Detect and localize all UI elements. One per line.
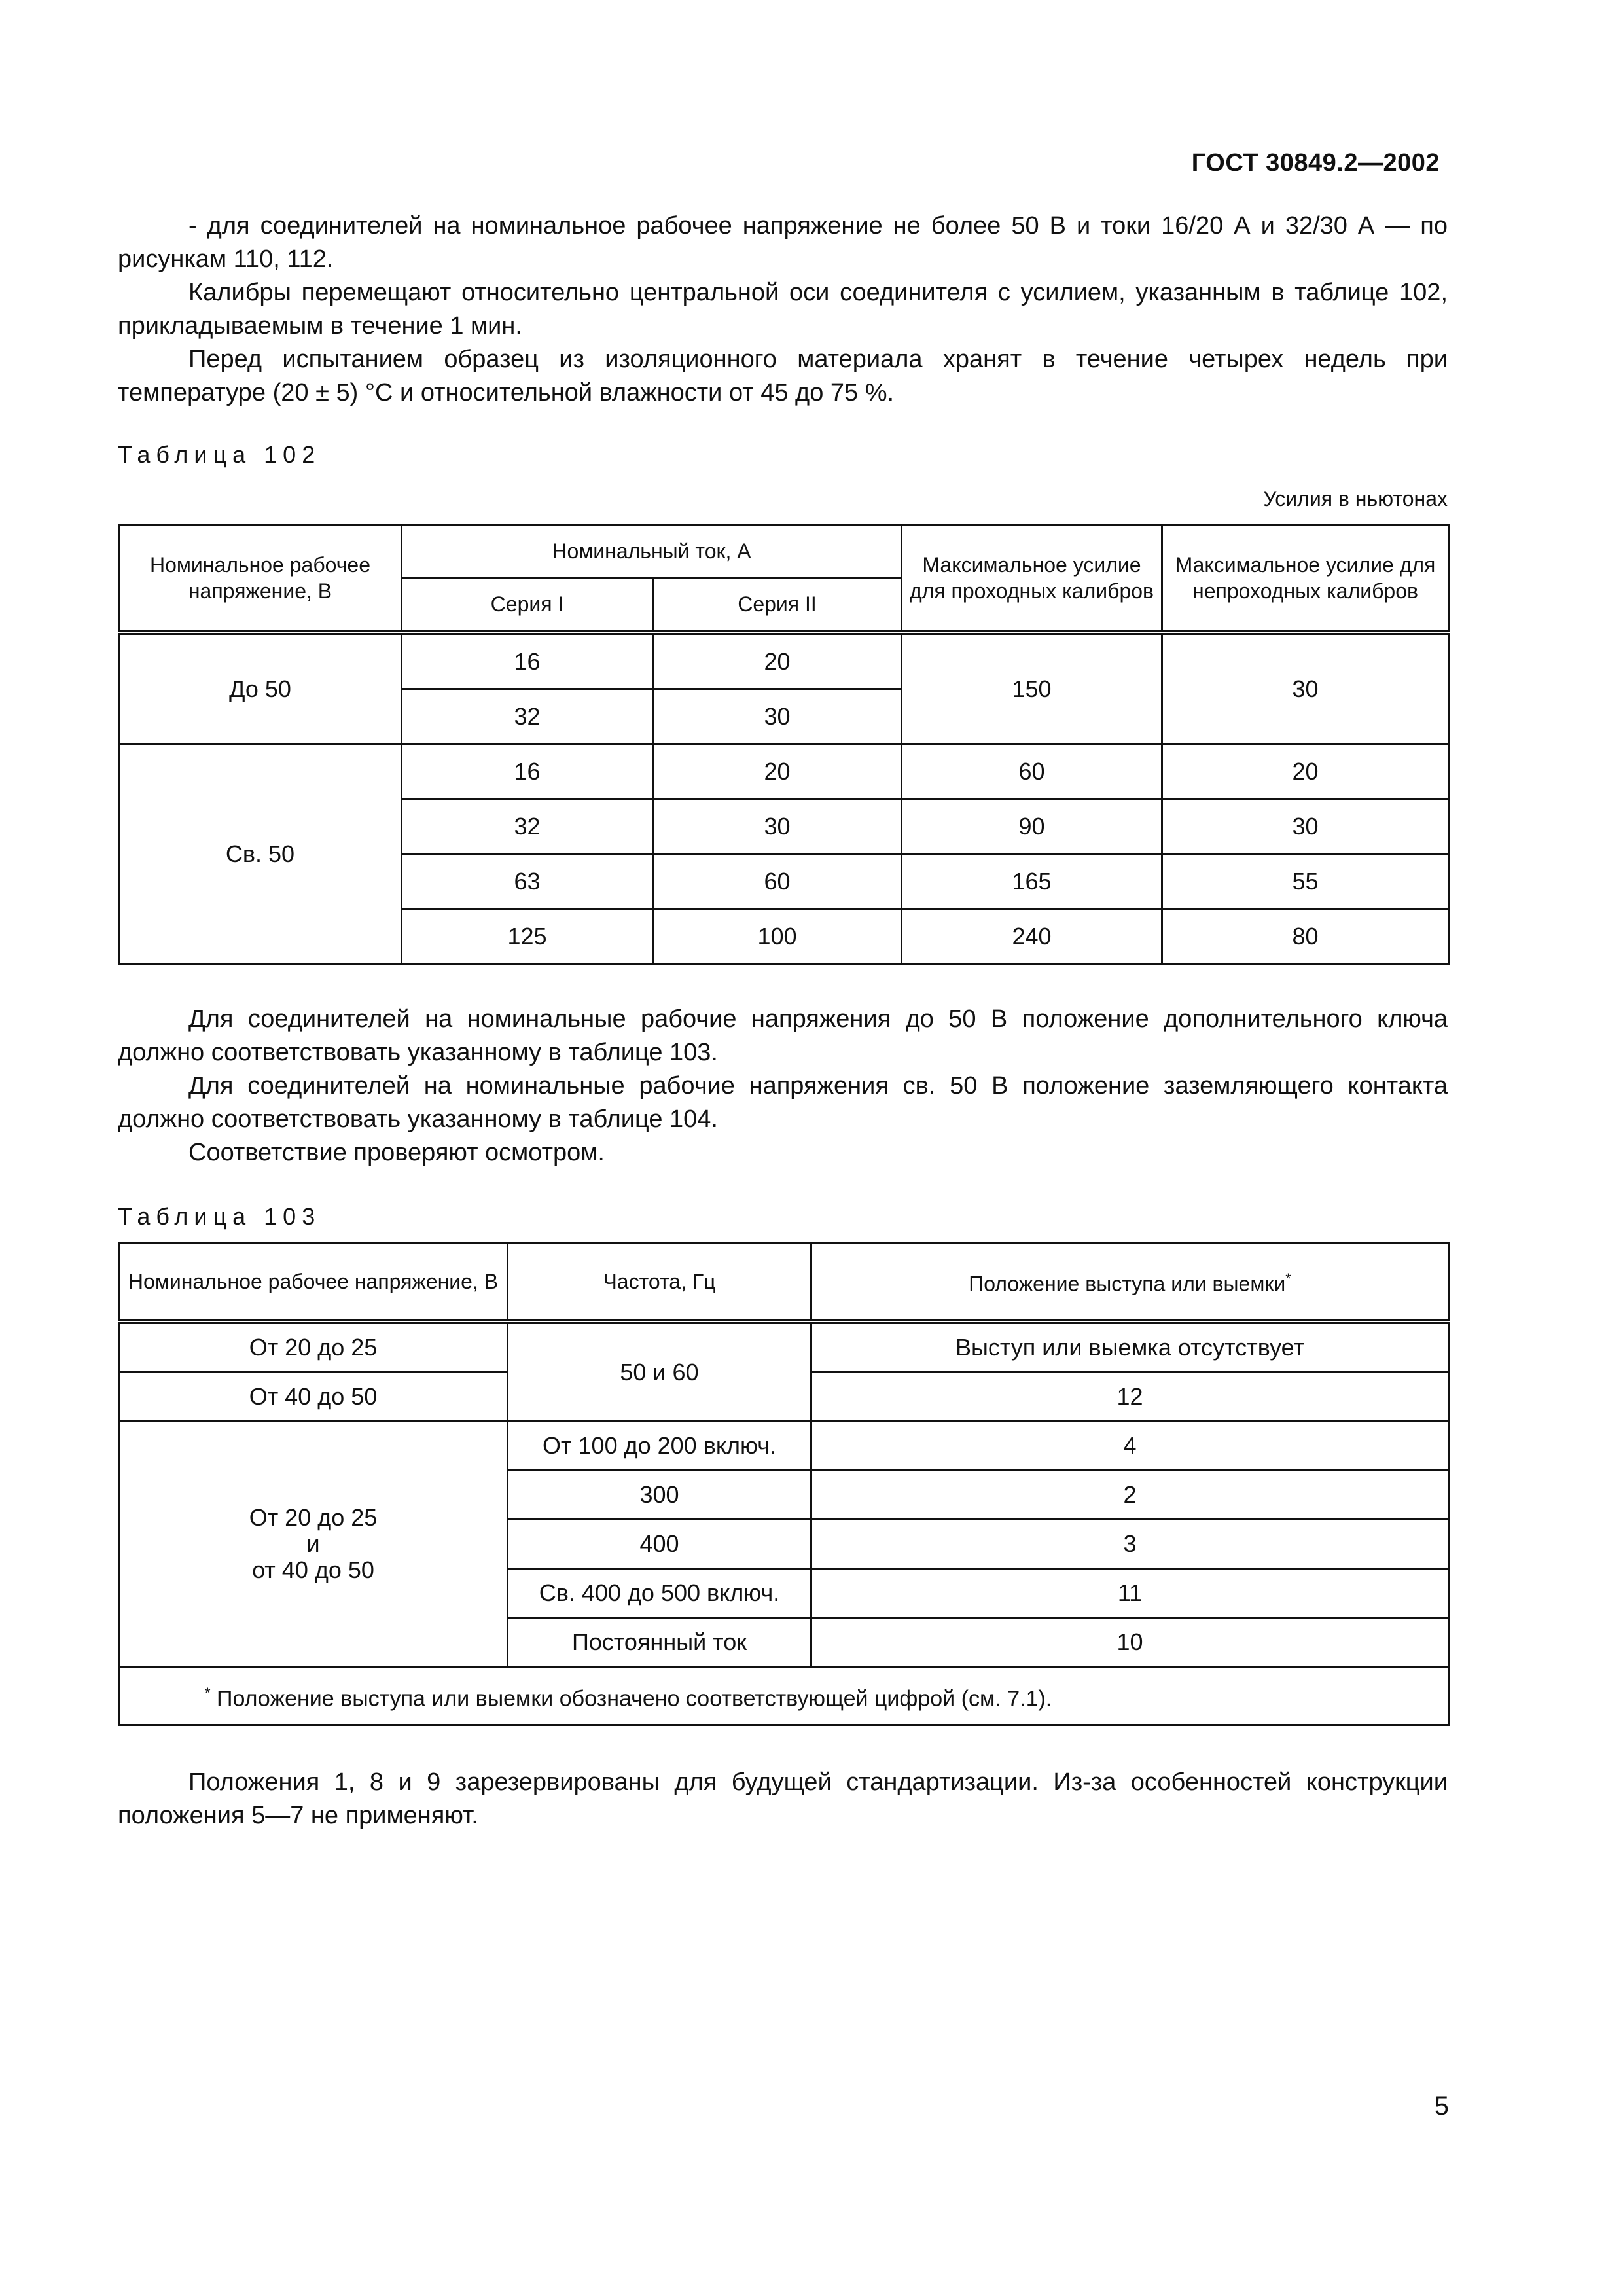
cell-position: Выступ или выемка отсутствует	[812, 1321, 1449, 1372]
voltage-line: от 40 до 50	[252, 1556, 374, 1583]
cell-frequency: 400	[508, 1520, 812, 1569]
cell-max-nogo: 30	[1162, 799, 1449, 854]
cell-series-1: 32	[402, 799, 653, 854]
cell-voltage: До 50	[119, 632, 402, 744]
cell-series-1: 32	[402, 689, 653, 744]
table-102	[118, 524, 1450, 965]
footnote-mark: *	[205, 1684, 211, 1701]
col-header-position	[812, 1244, 1449, 1322]
cell-position: 3	[812, 1520, 1449, 1569]
intro-text	[118, 209, 1448, 410]
cell-frequency: 50 и 60	[508, 1321, 812, 1422]
table-102-caption: Таблица 102	[118, 441, 321, 468]
footnote-mark: *	[1285, 1270, 1291, 1287]
cell-series-1: 16	[402, 744, 653, 799]
cell-max-go: 240	[902, 909, 1162, 964]
col-header-current: Номинальный ток, А	[402, 525, 902, 578]
intro-paragraph-3: Перед испытанием образец из изоляционного материала хранят в течение четырех недель при температуре (20 ± 5) °С и относительной влажности от 45 до 75 %.	[118, 346, 1448, 406]
footnote-text: Положение выступа или выемки обозначено соответствующей цифрой (см. 7.1).	[217, 1686, 1052, 1712]
cell-frequency: От 100 до 200 включ.	[508, 1422, 812, 1471]
col-header-voltage: Номинальное рабочее напряжение, В	[119, 525, 402, 633]
cell-voltage: От 40 до 50	[119, 1372, 508, 1422]
cell-max-go: 60	[902, 744, 1162, 799]
col-header-series-1: Серия I	[402, 578, 653, 633]
col-header-max-nogo: Максимальное усилие для непроходных калибров	[1162, 525, 1449, 633]
middle-paragraph-1: Для соединителей на номинальные рабочие напряжения до 50 В положение дополнительного ключа должно соответствовать указанному в таблице 103.	[118, 1005, 1448, 1066]
cell-position: 10	[812, 1618, 1449, 1667]
col-header-voltage: Номинальное рабочее напряжение, В	[119, 1244, 508, 1322]
col-header-frequency: Частота, Гц	[508, 1244, 812, 1322]
table-102-units: Усилия в ньютонах	[1263, 487, 1448, 511]
table-footnote-row	[119, 1667, 1449, 1725]
table-row	[119, 1422, 1449, 1471]
cell-max-go: 90	[902, 799, 1162, 854]
cell-series-1: 63	[402, 854, 653, 909]
middle-text	[118, 1003, 1448, 1170]
cell-max-go: 150	[902, 632, 1162, 744]
cell-max-go: 165	[902, 854, 1162, 909]
table-row	[119, 744, 1449, 799]
cell-series-2: 20	[653, 744, 902, 799]
cell-series-1: 16	[402, 632, 653, 689]
cell-max-nogo: 20	[1162, 744, 1449, 799]
cell-position: 12	[812, 1372, 1449, 1422]
cell-series-2: 30	[653, 689, 902, 744]
voltage-line: и	[306, 1530, 320, 1557]
middle-paragraph-2: Для соединителей на номинальные рабочие напряжения св. 50 В положение заземляющего контакта должно соответствовать указанному в таблице 104.	[118, 1072, 1448, 1133]
cell-voltage: Св. 50	[119, 744, 402, 964]
closing-paragraph: Положения 1, 8 и 9 зарезервированы для будущей стандартизации. Из-за особенностей конструкции положения 5—7 не применяют.	[118, 1768, 1448, 1829]
col-header-series-2: Серия II	[653, 578, 902, 633]
cell-series-2: 30	[653, 799, 902, 854]
intro-paragraph-1: - для соединителей на номинальное рабочее напряжение не более 50 В и токи 16/20 А и 32/30 А — по рисункам 110, 112.	[118, 212, 1448, 273]
middle-paragraph-3: Соответствие проверяют осмотром.	[188, 1139, 605, 1166]
col-header-position-label: Положение выступа или выемки	[969, 1272, 1286, 1296]
page-number: 5	[1434, 2092, 1449, 2121]
cell-frequency: Св. 400 до 500 включ.	[508, 1569, 812, 1618]
cell-max-nogo: 30	[1162, 632, 1449, 744]
standard-designation: ГОСТ 30849.2—2002	[1191, 149, 1440, 177]
cell-frequency: 300	[508, 1471, 812, 1520]
cell-max-nogo: 55	[1162, 854, 1449, 909]
cell-position: 11	[812, 1569, 1449, 1618]
cell-position: 4	[812, 1422, 1449, 1471]
table-103-caption: Таблица 103	[118, 1203, 321, 1230]
cell-voltage	[119, 1422, 508, 1667]
cell-series-1: 125	[402, 909, 653, 964]
cell-series-2: 20	[653, 632, 902, 689]
table-row	[119, 632, 1449, 689]
cell-frequency: Постоянный ток	[508, 1618, 812, 1667]
table-103	[118, 1242, 1450, 1726]
cell-max-nogo: 80	[1162, 909, 1449, 964]
cell-voltage: От 20 до 25	[119, 1321, 508, 1372]
closing-text	[118, 1766, 1448, 1833]
table-row	[119, 1321, 1449, 1372]
voltage-line: От 20 до 25	[249, 1504, 378, 1531]
cell-series-2: 100	[653, 909, 902, 964]
table-footnote	[119, 1667, 1449, 1725]
cell-series-2: 60	[653, 854, 902, 909]
intro-paragraph-2: Калибры перемещают относительно центральной оси соединителя с усилием, указанным в таблице 102, прикладываемым в течение 1 мин.	[118, 279, 1448, 340]
col-header-max-go: Максимальное усилие для проходных калибров	[902, 525, 1162, 633]
cell-position: 2	[812, 1471, 1449, 1520]
